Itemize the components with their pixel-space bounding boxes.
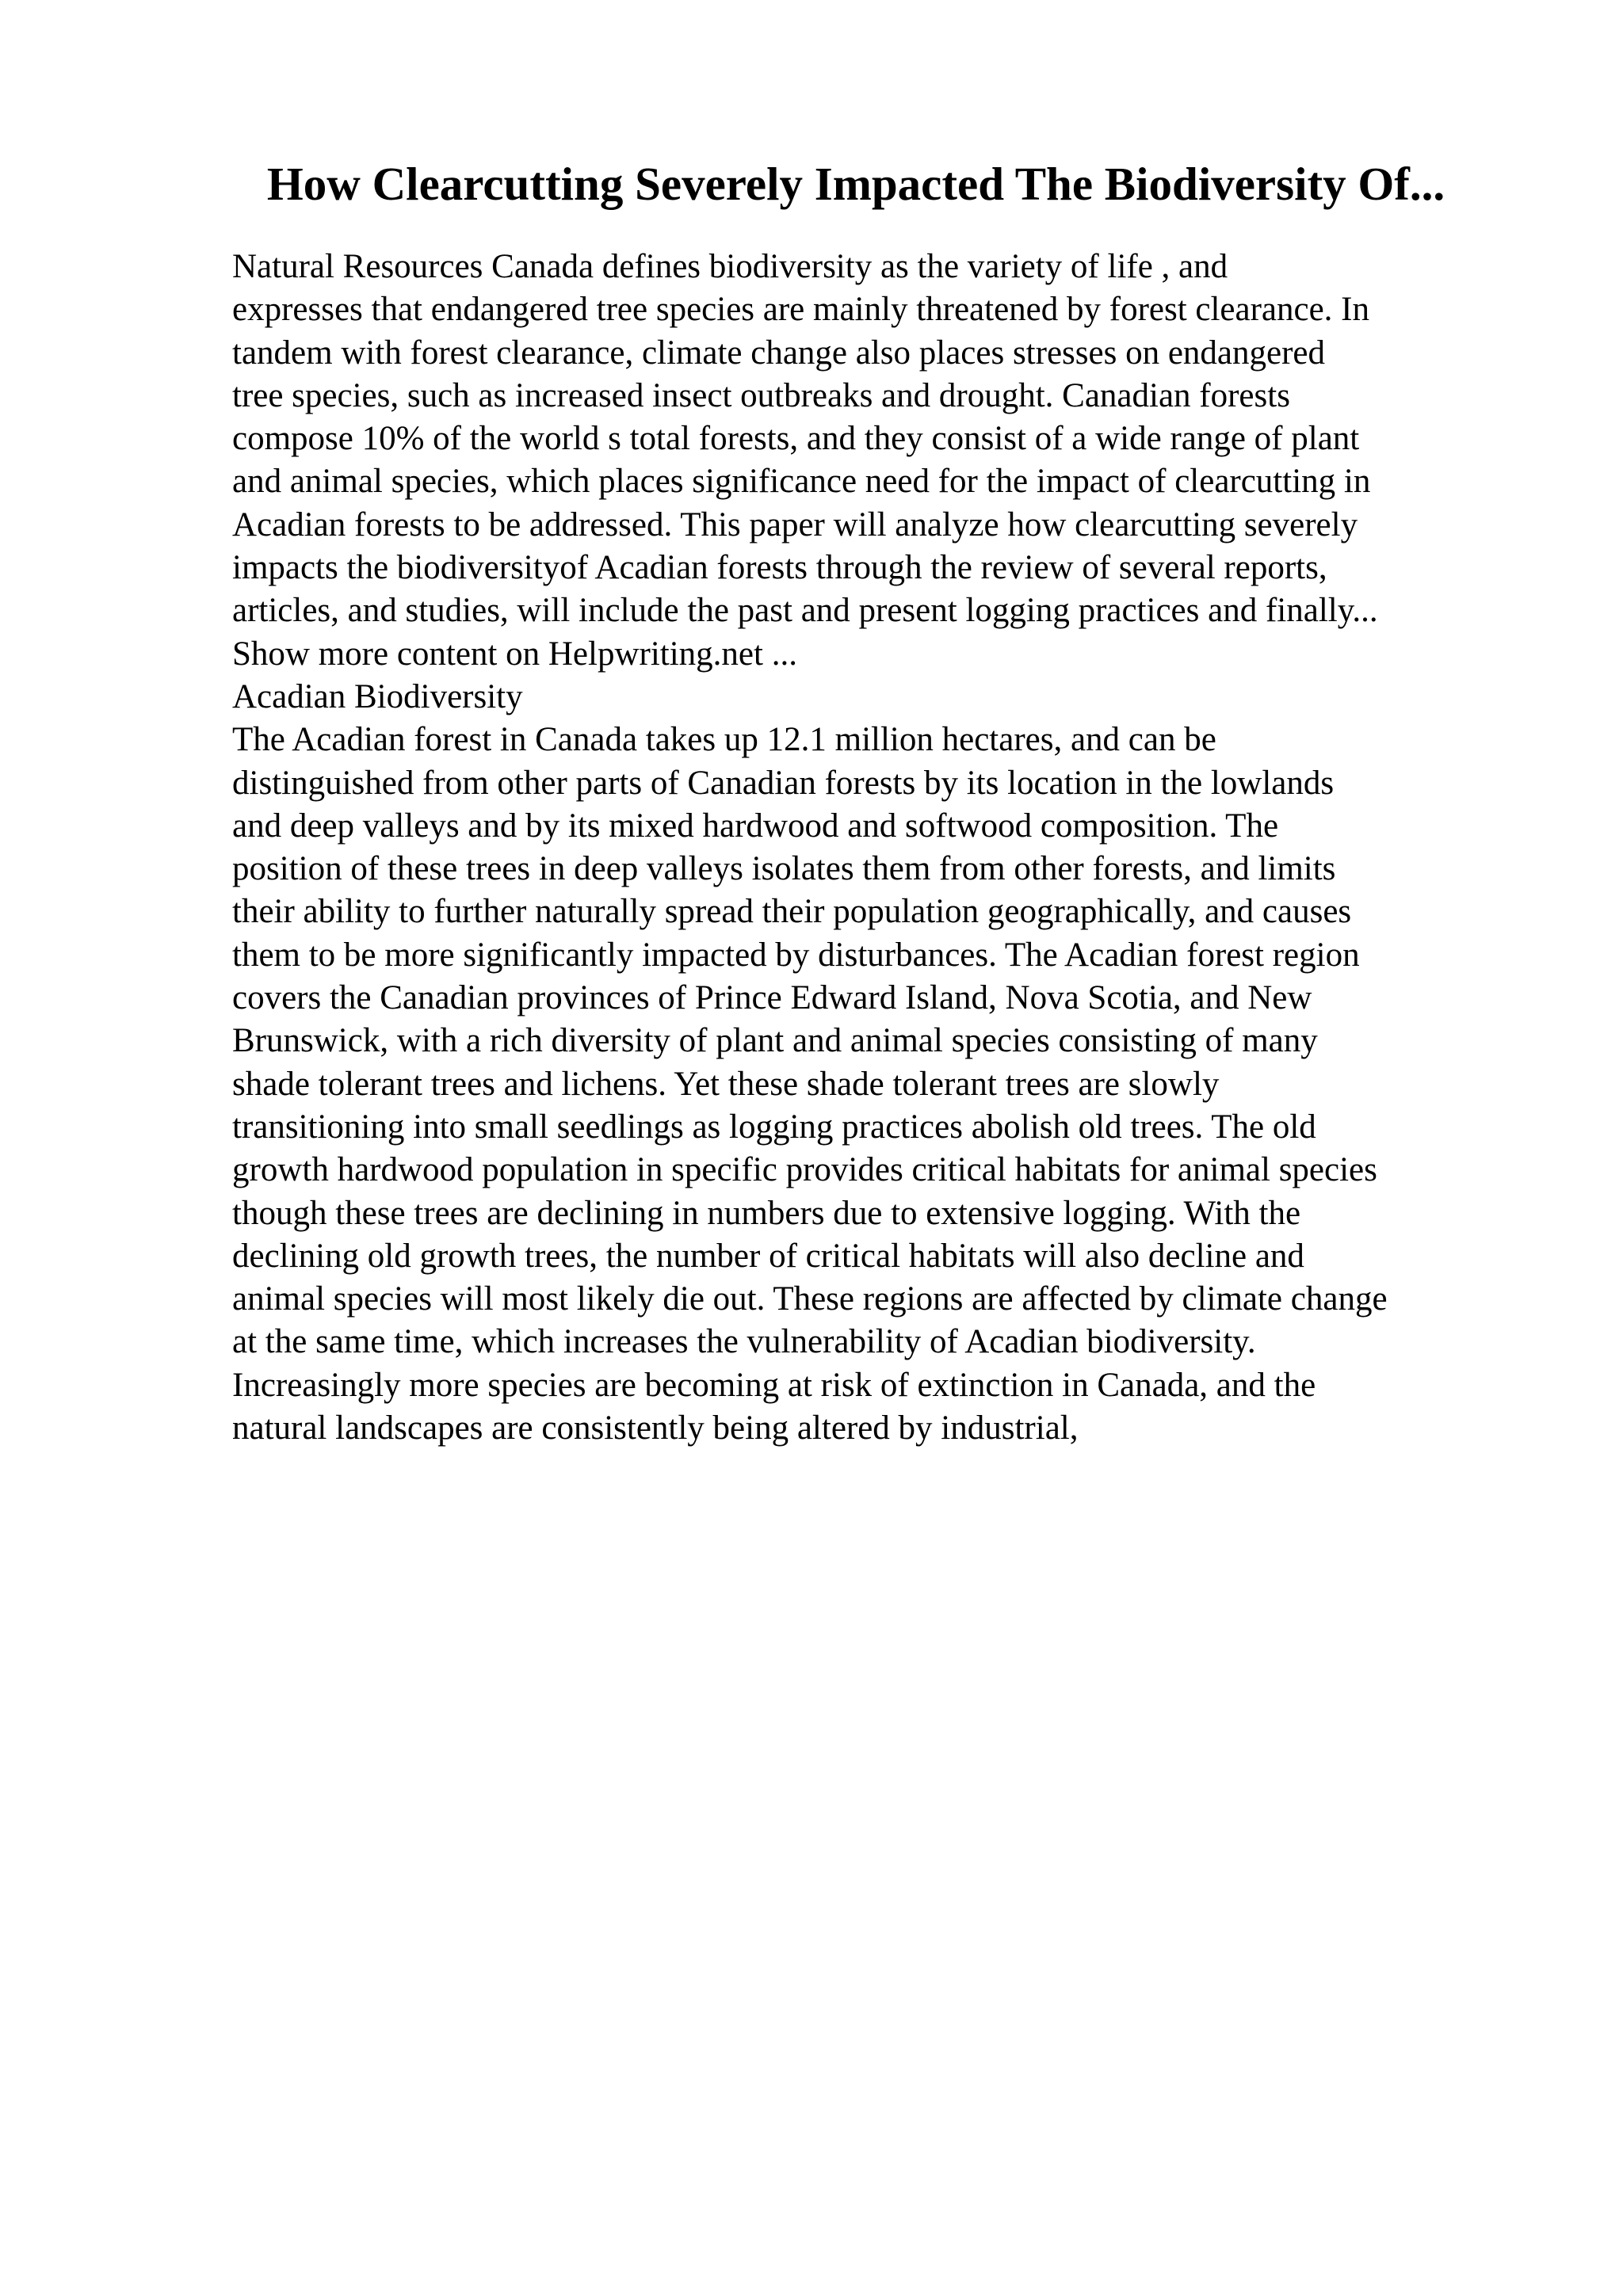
text-line: shade tolerant trees and lichens. Yet these shade tolerant trees are slowly <box>232 1065 1220 1103</box>
text-line: distinguished from other parts of Canadian forests by its location in the lowlands <box>232 764 1335 802</box>
section-paragraph <box>232 719 1532 1450</box>
text-line: Natural Resources Canada defines biodiversity as the variety of life , and <box>232 248 1228 285</box>
text-line: Brunswick, with a rich diversity of plant and animal species consisting of many <box>232 1022 1318 1060</box>
text-line: transitioning into small seedlings as logging practices abolish old trees. The old <box>232 1108 1316 1146</box>
text-line: covers the Canadian provinces of Prince Edward Island, Nova Scotia, and New <box>232 979 1312 1017</box>
text-line: The Acadian forest in Canada takes up 12.1 million hectares, and can be <box>232 721 1216 759</box>
text-line: at the same time, which increases the vulnerability of Acadian biodiversity. <box>232 1323 1256 1361</box>
text-line: impacts the biodiversityof Acadian forests through the review of several reports, <box>232 549 1327 587</box>
document-title: How Clearcutting Severely Impacted The Biodiversity Of... <box>266 158 1445 210</box>
text-line: articles, and studies, will include the past and present logging practices and finally... <box>232 592 1378 630</box>
text-line: position of these trees in deep valleys isolates them from other forests, and limits <box>232 850 1336 888</box>
text-line: though these trees are declining in numbers due to extensive logging. With the <box>232 1194 1301 1232</box>
text-line: them to be more significantly impacted by disturbances. The Acadian forest region <box>232 936 1360 974</box>
show-more-link[interactable]: Show more content on Helpwriting.net ... <box>232 635 797 673</box>
text-line: declining old growth trees, the number of critical habitats will also decline and <box>232 1237 1304 1275</box>
document-body <box>232 246 1532 1450</box>
text-line: animal species will most likely die out. These regions are affected by climate change <box>232 1280 1388 1318</box>
text-line: and deep valleys and by its mixed hardwood and softwood composition. The <box>232 807 1279 845</box>
text-line: Acadian forests to be addressed. This paper will analyze how clearcutting severely <box>232 505 1358 543</box>
intro-paragraph <box>232 246 1532 633</box>
text-line: Increasingly more species are becoming at risk of extinction in Canada, and the <box>232 1366 1316 1404</box>
section-heading: Acadian Biodiversity <box>232 677 523 715</box>
text-line: growth hardwood population in specific provides critical habitats for animal species <box>232 1151 1377 1189</box>
text-line: their ability to further naturally spread their population geographically, and causes <box>232 893 1352 931</box>
text-line: natural landscapes are consistently being altered by industrial, <box>232 1409 1079 1447</box>
text-line: and animal species, which places significance need for the impact of clearcutting in <box>232 463 1371 501</box>
text-line: tree species, such as increased insect outbreaks and drought. Canadian forests <box>232 376 1290 414</box>
text-line: compose 10% of the world s total forests, and they consist of a wide range of plant <box>232 420 1360 458</box>
text-line: expresses that endangered tree species are mainly threatened by forest clearance. In <box>232 291 1369 329</box>
text-line: tandem with forest clearance, climate change also places stresses on endangered <box>232 334 1325 372</box>
